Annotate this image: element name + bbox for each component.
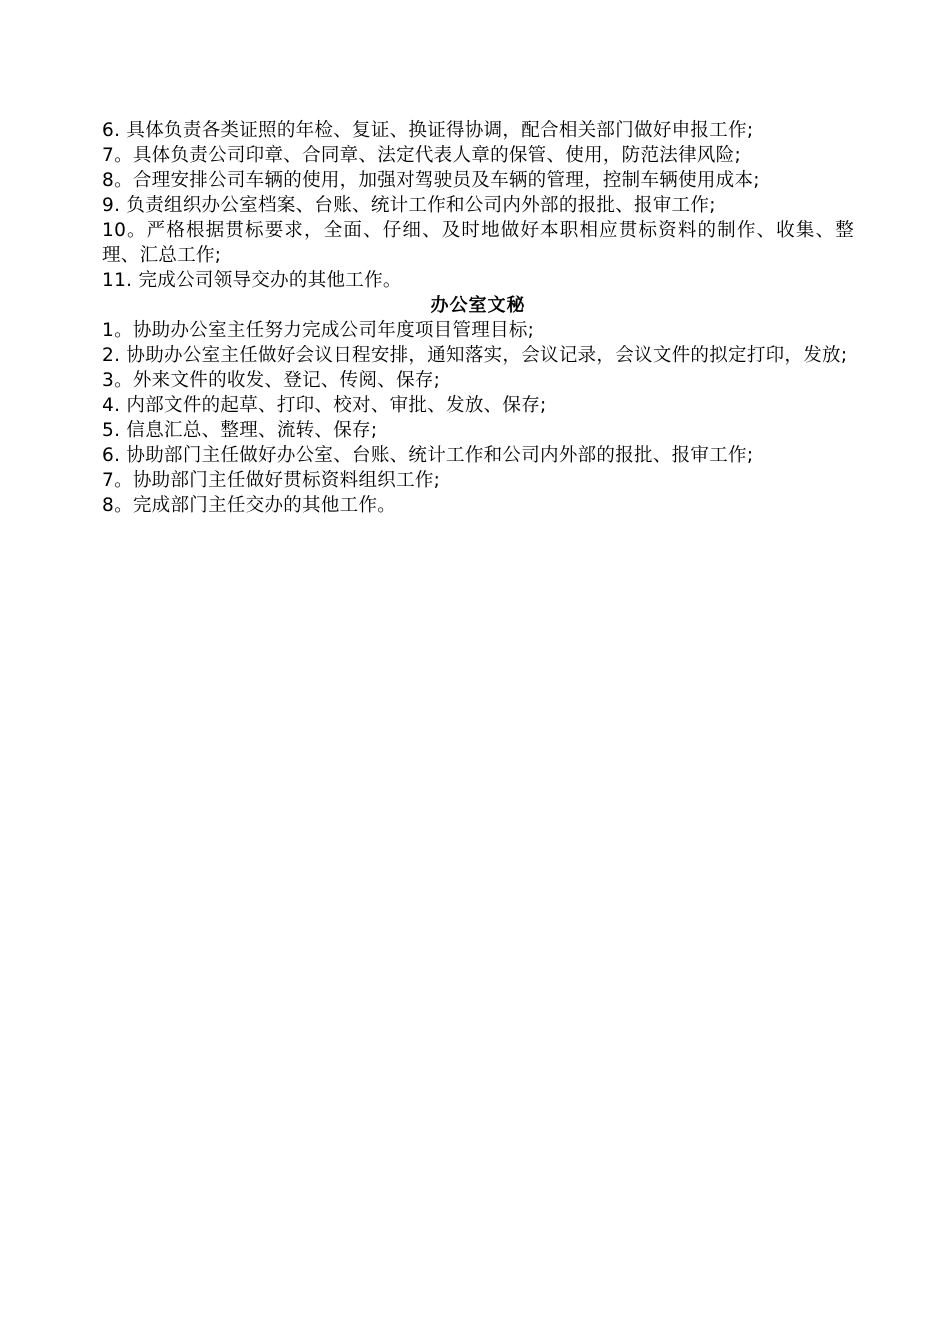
secretary-duty-5: 5. 信息汇总、整理、流转、保存; bbox=[102, 420, 378, 441]
secretary-duty-7: 7。协助部门主任做好贯标资料组织工作; bbox=[102, 470, 441, 491]
secretary-duty-8: 8。完成部门主任交办的其他工作。 bbox=[102, 495, 397, 516]
document-body bbox=[102, 118, 854, 518]
secretary-duty-3: 3。外来文件的收发、登记、传阅、保存; bbox=[102, 370, 441, 391]
section-heading: 办公室文秘 bbox=[430, 295, 526, 316]
secretary-duty-2: 2. 协助办公室主任做好会议日程安排，通知落实，会议记录，会议文件的拟定打印，发放; bbox=[102, 345, 848, 366]
duty-item-9: 9. 负责组织办公室档案、台账、统计工作和公司内外部的报批、报审工作; bbox=[102, 195, 716, 216]
duty-item-11: 11. 完成公司领导交办的其他工作。 bbox=[102, 270, 402, 291]
duty-item-7: 7。具体负责公司印章、合同章、法定代表人章的保管、使用，防范法律风险; bbox=[102, 145, 742, 166]
secretary-duty-6: 6. 协助部门主任做好办公室、台账、统计工作和公司内外部的报批、报审工作; bbox=[102, 445, 754, 466]
secretary-duty-4: 4. 内部文件的起草、打印、校对、审批、发放、保存; bbox=[102, 395, 547, 416]
duty-item-8: 8。合理安排公司车辆的使用，加强对驾驶员及车辆的管理，控制车辆使用成本; bbox=[102, 170, 760, 191]
duty-item-6: 6. 具体负责各类证照的年检、复证、换证得协调，配合相关部门做好申报工作; bbox=[102, 120, 754, 141]
duty-item-10: 10。严格根据贯标要求，全面、仔细、及时地做好本职相应贯标资料的制作、收集、整理、汇总工作; bbox=[102, 220, 854, 266]
secretary-duty-1: 1。协助办公室主任努力完成公司年度项目管理目标; bbox=[102, 320, 535, 341]
